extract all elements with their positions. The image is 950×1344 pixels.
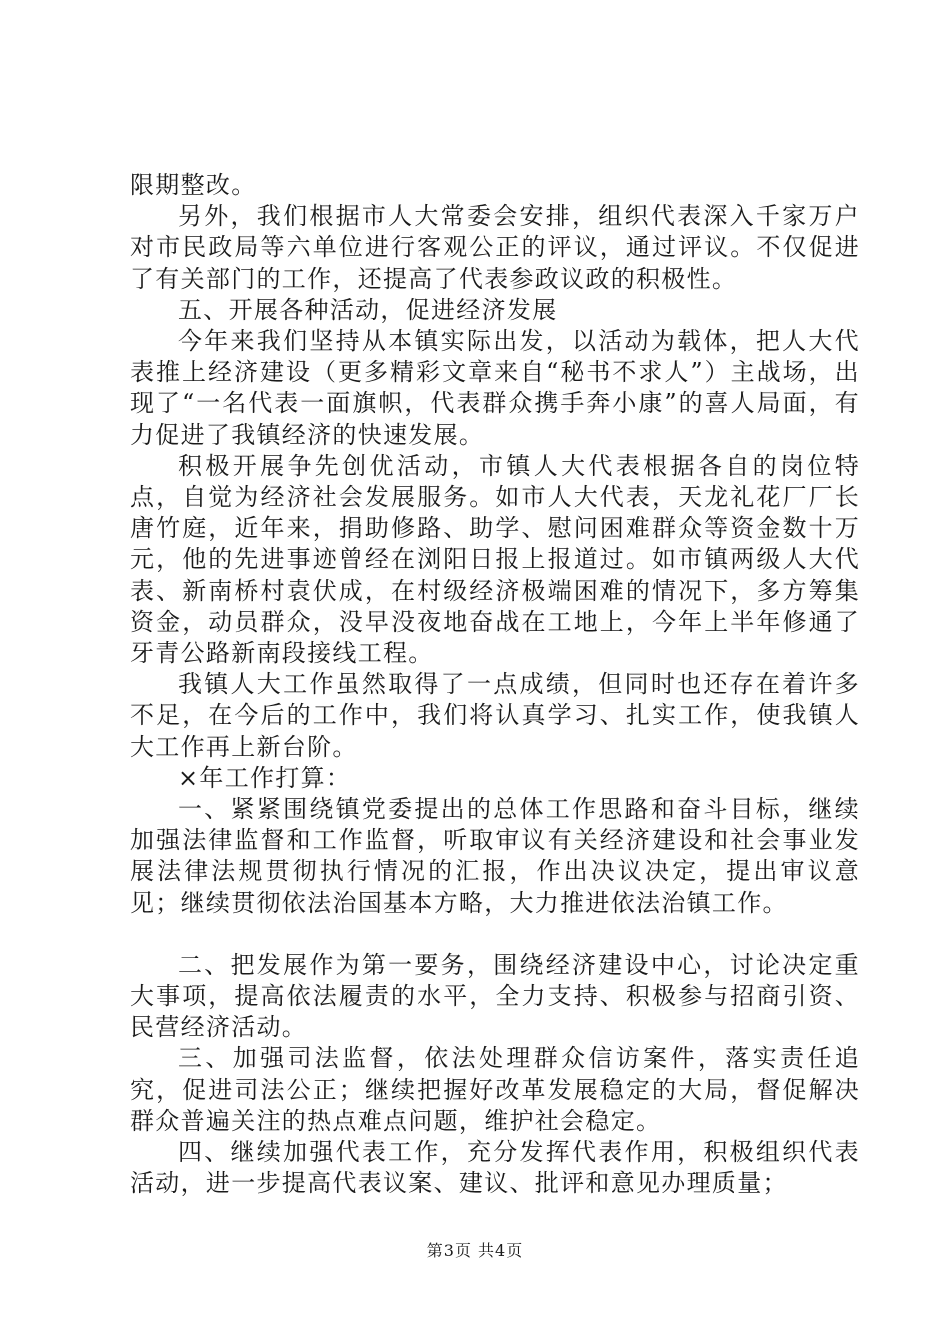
paragraph-activities: 今年来我们坚持从本镇实际出发，以活动为载体，把人大代表推上经济建设（更多精彩文章来自“秘书不求人”）主战场，出现了“一名代表一面旗帜，代表群众携手奔小康”的喜人局面，有力促进了我镇经济的快速发展。 — [130, 327, 860, 449]
section-heading-plan: ×年工作打算： — [178, 763, 352, 792]
plan-item-two: 二、把发展作为第一要务，围绕经济建设中心，讨论决定重大事项，提高依法履责的水平，全力支持、积极参与招商引资、民营经济活动。 — [130, 950, 860, 1042]
page-number-footer: 第3页 共4页 — [426, 1241, 524, 1260]
paragraph-evaluation: 另外，我们根据市人大常委会安排，组织代表深入千家万户对市民政局等六单位进行客观公正的评议，通过评议。不仅促进了有关部门的工作，还提高了代表参政议政的积极性。 — [130, 202, 860, 293]
plan-item-three: 三、加强司法监督，依法处理群众信访案件，落实责任追究，促进司法公正；继续把握好改革发展稳定的大局，督促解决群众普遍关注的热点难点问题，维护社会稳定。 — [130, 1044, 860, 1135]
paragraph-competition: 积极开展争先创优活动，市镇人大代表根据各自的岗位特点，自觉为经济社会发展服务。如市人大代表，天龙礼花厂厂长唐竹庭，近年来，捐助修路、助学、慰问困难群众等资金数十万元，他的先进事迹曾经在浏阳日报上报道过。如市镇两级人大代表、新南桥村袁伏成，在村级经济极端困难的情况下，多方筹集资金，动员群众，没早没夜地奋战在工地上，今年上半年修通了牙青公路新南段接线工程。 — [130, 451, 860, 668]
document-body — [130, 170, 860, 1200]
plan-item-four: 四、继续加强代表工作，充分发挥代表作用，积极组织代表活动，进一步提高代表议案、建议、批评和意见办理质量； — [130, 1138, 860, 1198]
paragraph-summary: 我镇人大工作虽然取得了一点成绩，但同时也还存在着许多不足，在今后的工作中，我们将认真学习、扎实工作，使我镇人大工作再上新台阶。 — [130, 670, 860, 761]
section-heading-five: 五、开展各种活动，促进经济发展 — [178, 295, 558, 324]
plan-item-one: 一、紧紧围绕镇党委提出的总体工作思路和奋斗目标，继续加强法律监督和工作监督，听取审议有关经济建设和社会事业发展法律法规贯彻执行情况的汇报，作出决议决定，提出审议意见；继续贯彻依法治国基本方略，大力推进依法治镇工作。 — [130, 795, 860, 917]
paragraph-continuation: 限期整改。 — [130, 171, 257, 199]
